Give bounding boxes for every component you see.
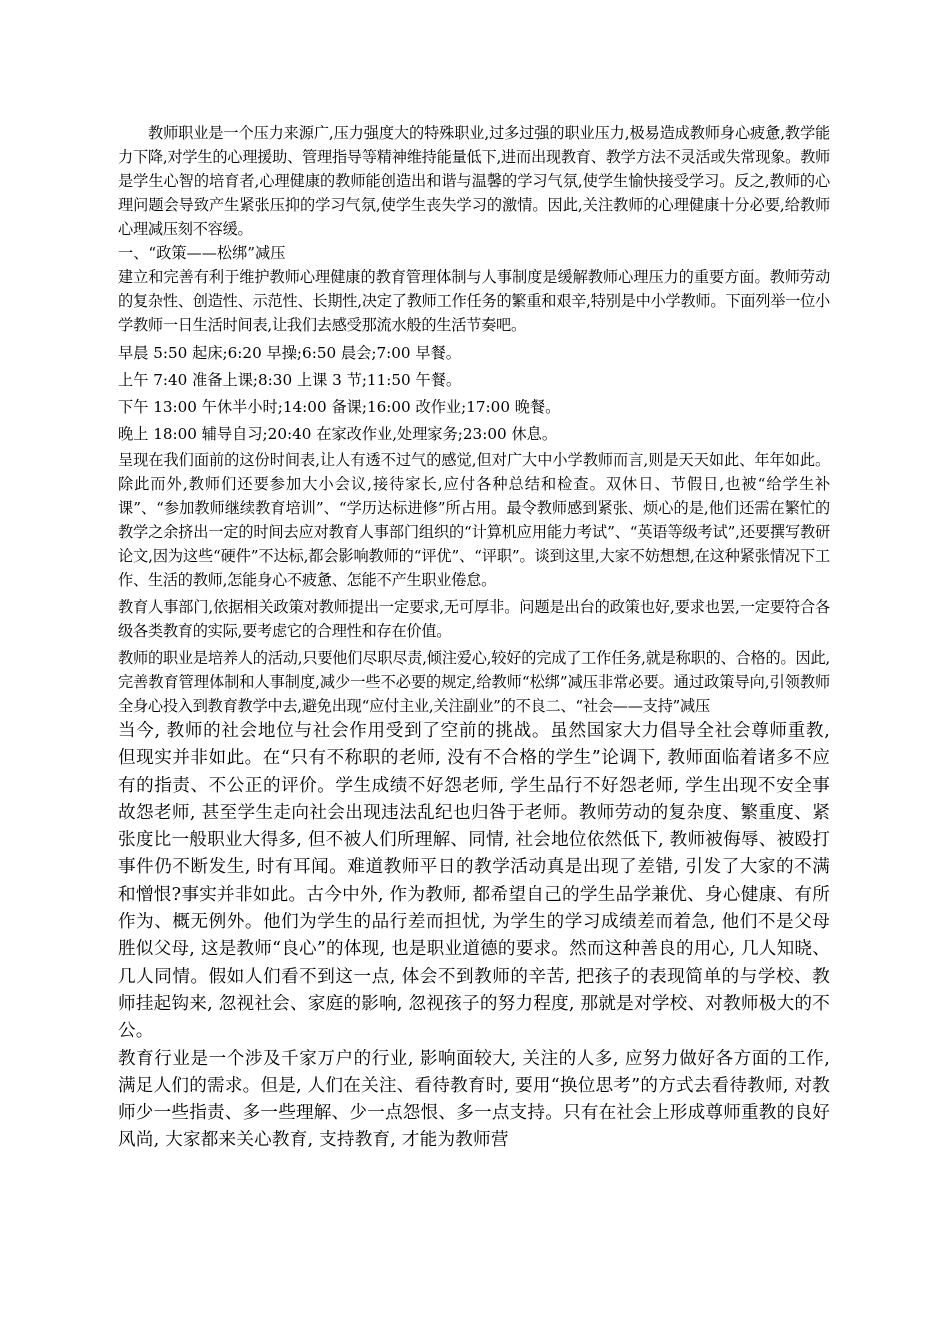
intro-paragraph: 教师职业是一个压力来源广,压力强度大的特殊职业,过多过强的职业压力,极易造成教师身心疲惫,教学能力下降,对学生的心理援助、管理指导等精神维持能量低下,进而出现教育、教学方法不灵活或失常现象。教师是学生心智的培育者,心理健康的教师能创造出和谐与温馨的学习气氛,使学生愉快接受学习。反之,教师的心理问题会导致产生紧张压抑的学习气氛,使学生丧失学习的激情。因此,关注教师的心理健康十分必要,给教师心理减压刻不容缓。: [118, 124, 830, 238]
document-page: [118, 121, 830, 1155]
body-paragraph: 教师的职业是培养人的活动,只要他们尽职尽责,倾注爱心,较好的完成了工作任务,就是称职的、合格的。因此,完善教育管理体制和人事制度,减少一些不必要的规定,给教师“松绑”减压非常必要。通过政策导向,引领教师全身心投入到教育教学中去,避免出现“应付主业,关注副业”的不良二、“社会——支持”减压: [118, 649, 830, 715]
body-paragraph: 呈现在我们面前的这份时间表,让人有透不过气的感觉,但对广大中小学教师而言,则是天天如此、年年如此。除此而外,教师们还要参加大小会议,接待家长,应付各种总结和检查。双休日、节假日,也被“给学生补课”、“参加教师继续教育培训”、“学历达标进修”所占用。最令教师感到紧张、烦心的是,他们还需在繁忙的教学之余挤出一定的时间去应对教育人事部门组织的“计算机应用能力考试”、“英语等级考试”,还要撰写教研论文,因为这些“硬件”不达标,都会影响教师的“评优”、“评职”。谈到这里,大家不妨想想,在这种紧张情况下工作、生活的教师,怎能身心不疲惫、怎能不产生职业倦怠。: [118, 451, 830, 589]
body-paragraph: 建立和完善有利于维护教师心理健康的教育管理体制与人事制度是缓解教师心理压力的重要方面。教师劳动的复杂性、创造性、示范性、长期性,决定了教师工作任务的繁重和艰辛,特别是中小学教师。下面列举一位小学教师一日生活时间表,让我们去感受那流水般的生活节奏吧。: [118, 268, 830, 334]
schedule-morning-early: 早晨 5:50 起床;6:20 早操;6:50 晨会;7:00 早餐。: [118, 344, 461, 362]
body-paragraph: 教育人事部门,依据相关政策对教师提出一定要求,无可厚非。问题是出台的政策也好,要求也罢,一定要符合各级各类教育的实际,要考虑它的合理性和存在价值。: [118, 598, 830, 640]
schedule-morning: 上午 7:40 准备上课;8:30 上课 3 节;11:50 午餐。: [118, 371, 462, 389]
section-heading-policy: 一、“政策——松绑”减压: [118, 244, 286, 262]
body-paragraph-social: 教育行业是一个涉及千家万户的行业, 影响面较大, 关注的人多, 应努力做好各方面的工作, 满足人们的需求。但是, 人们在关注、看待教育时, 要用“换位思考”的方式去看待教师, 对教师少一些指责、多一些理解、少一点怨恨、多一点支持。只有在社会上形成尊师重教的良好风尚, 大家都来关心教育, 支持教育, 才能为教师营: [118, 1048, 830, 1151]
schedule-evening: 晚上 18:00 辅导自习;20:40 在家改作业,处理家务;23:00 休息。: [118, 425, 558, 443]
body-paragraph-social: 当今, 教师的社会地位与社会作用受到了空前的挑战。虽然国家大力倡导全社会尊师重教, 但现实并非如此。在“只有不称职的老师, 没有不合格的学生”论调下, 教师面临着诸多不应有的指责、不公正的评价。学生成绩不好怨老师, 学生品行不好怨老师, 学生出现不安全事故怨老师, 甚至学生走向社会出现违法乱纪也归咎于老师。教师劳动的复杂度、繁重度、紧张度比一般职业大得多, 但不被人们所理解、同情, 社会地位依然低下, 教师被侮辱、被殴打事件仍不断发生, 时有耳闻。难道教师平日的教学活动真是出现了差错, 引发了大家的不满和憎恨?事实并非如此。古今中外, 作为教师, 都希望自己的学生品学兼优、身心健康、有所作为、概无例外。他们为学生的品行差而担忧, 为学生的学习成绩差而着急, 他们不是父母胜似父母, 这是教师“良心”的体现, 也是职业道德的要求。然而这种善良的用心, 几人知晓、几人同情。假如人们看不到这一点, 体会不到教师的辛苦, 把孩子的表现简单的与学校、教师挂起钩来, 忽视社会、家庭的影响, 忽视孩子的努力程度, 那就是对学校、对教师极大的不公。: [118, 721, 830, 1042]
schedule-afternoon: 下午 13:00 午休半小时;14:00 备课;16:00 改作业;17:00 晚餐。: [118, 398, 561, 416]
